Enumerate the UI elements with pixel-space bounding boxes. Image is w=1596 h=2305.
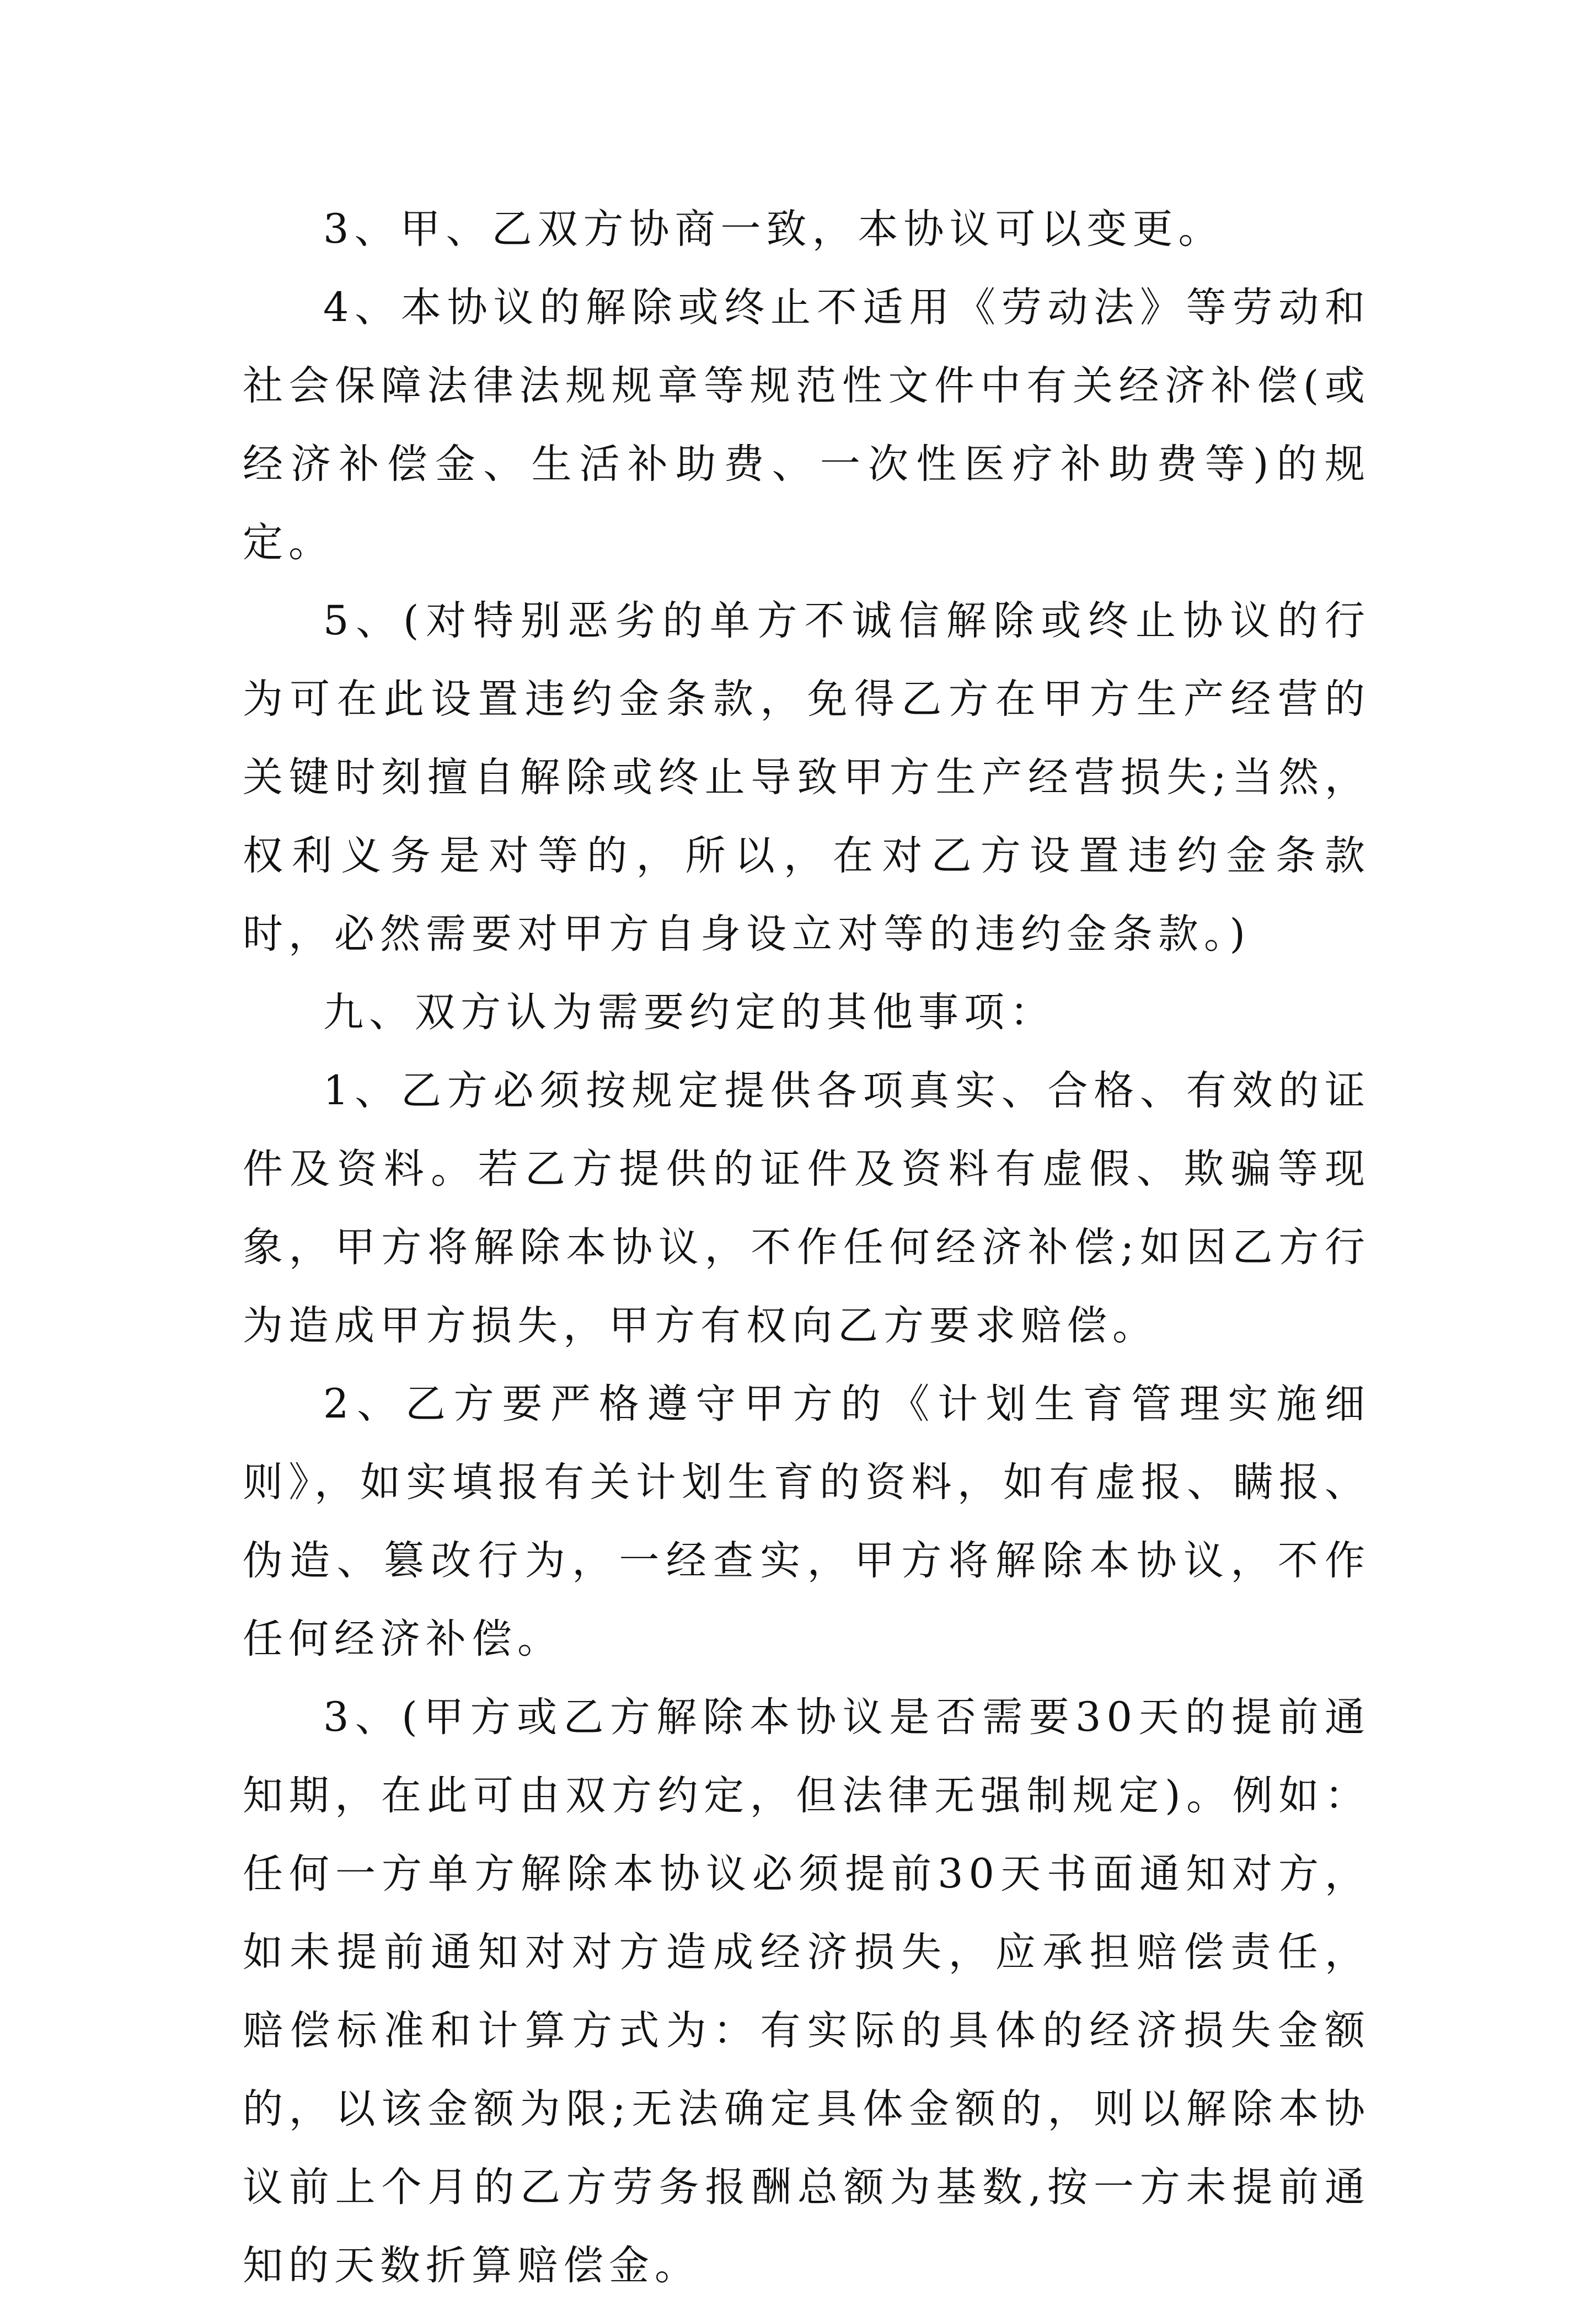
paragraph-clause-3-amendment: 3、甲、乙双方协商一致，本协议可以变更。 bbox=[323, 206, 1224, 253]
paragraph-item-2-family-planning: 2、乙方要严格遵守甲方的《计划生育管理实施细则》，如实填报有关计划生育的资料，如有虚报、瞒报、伪造、篡改行为，一经查实，甲方将解除本协议，不作任何经济补偿。 bbox=[243, 1381, 1370, 1662]
paragraph-item-1-documents: 1、乙方必须按规定提供各项真实、合格、有效的证件及资料。若乙方提供的证件及资料有虚假、欺骗等现象，甲方将解除本协议，不作任何经济补偿;如因乙方行为造成甲方损失，甲方有权向乙方要求赔偿。 bbox=[243, 1067, 1370, 1349]
paragraph-clause-5-penalty: 5、(对特别恶劣的单方不诚信解除或终止协议的行为可在此设置违约金条款，免得乙方在甲方生产经营的关键时刻擅自解除或终止导致甲方生产经营损失;当然，权利义务是对等的，所以，在对乙方设置违约金条款时，必然需要对甲方自身设立对等的违约金条款。) bbox=[243, 597, 1370, 958]
paragraph-clause-4-termination: 4、本协议的解除或终止不适用《劳动法》等劳动和社会保障法律法规规章等规范性文件中有关经济补偿(或经济补偿金、生活补助费、一次性医疗补助费等)的规定。 bbox=[243, 284, 1370, 566]
section-heading-other-matters: 九、双方认为需要约定的其他事项： bbox=[323, 989, 1056, 1036]
document-body bbox=[243, 190, 1370, 2305]
paragraph-item-3-notice-period: 3、(甲方或乙方解除本协议是否需要30天的提前通知期，在此可由双方约定，但法律无强制规定)。例如：任何一方单方解除本协议必须提前30天书面通知对方，如未提前通知对对方造成经济损失，应承担赔偿责任，赔偿标准和计算方式为：有实际的具体的经济损失金额的，以该金额为限;无法确定具体金额的，则以解除本协议前上个月的乙方劳务报酬总额为基数,按一方未提前通知的天数折算赔偿金。 bbox=[243, 1694, 1370, 2289]
